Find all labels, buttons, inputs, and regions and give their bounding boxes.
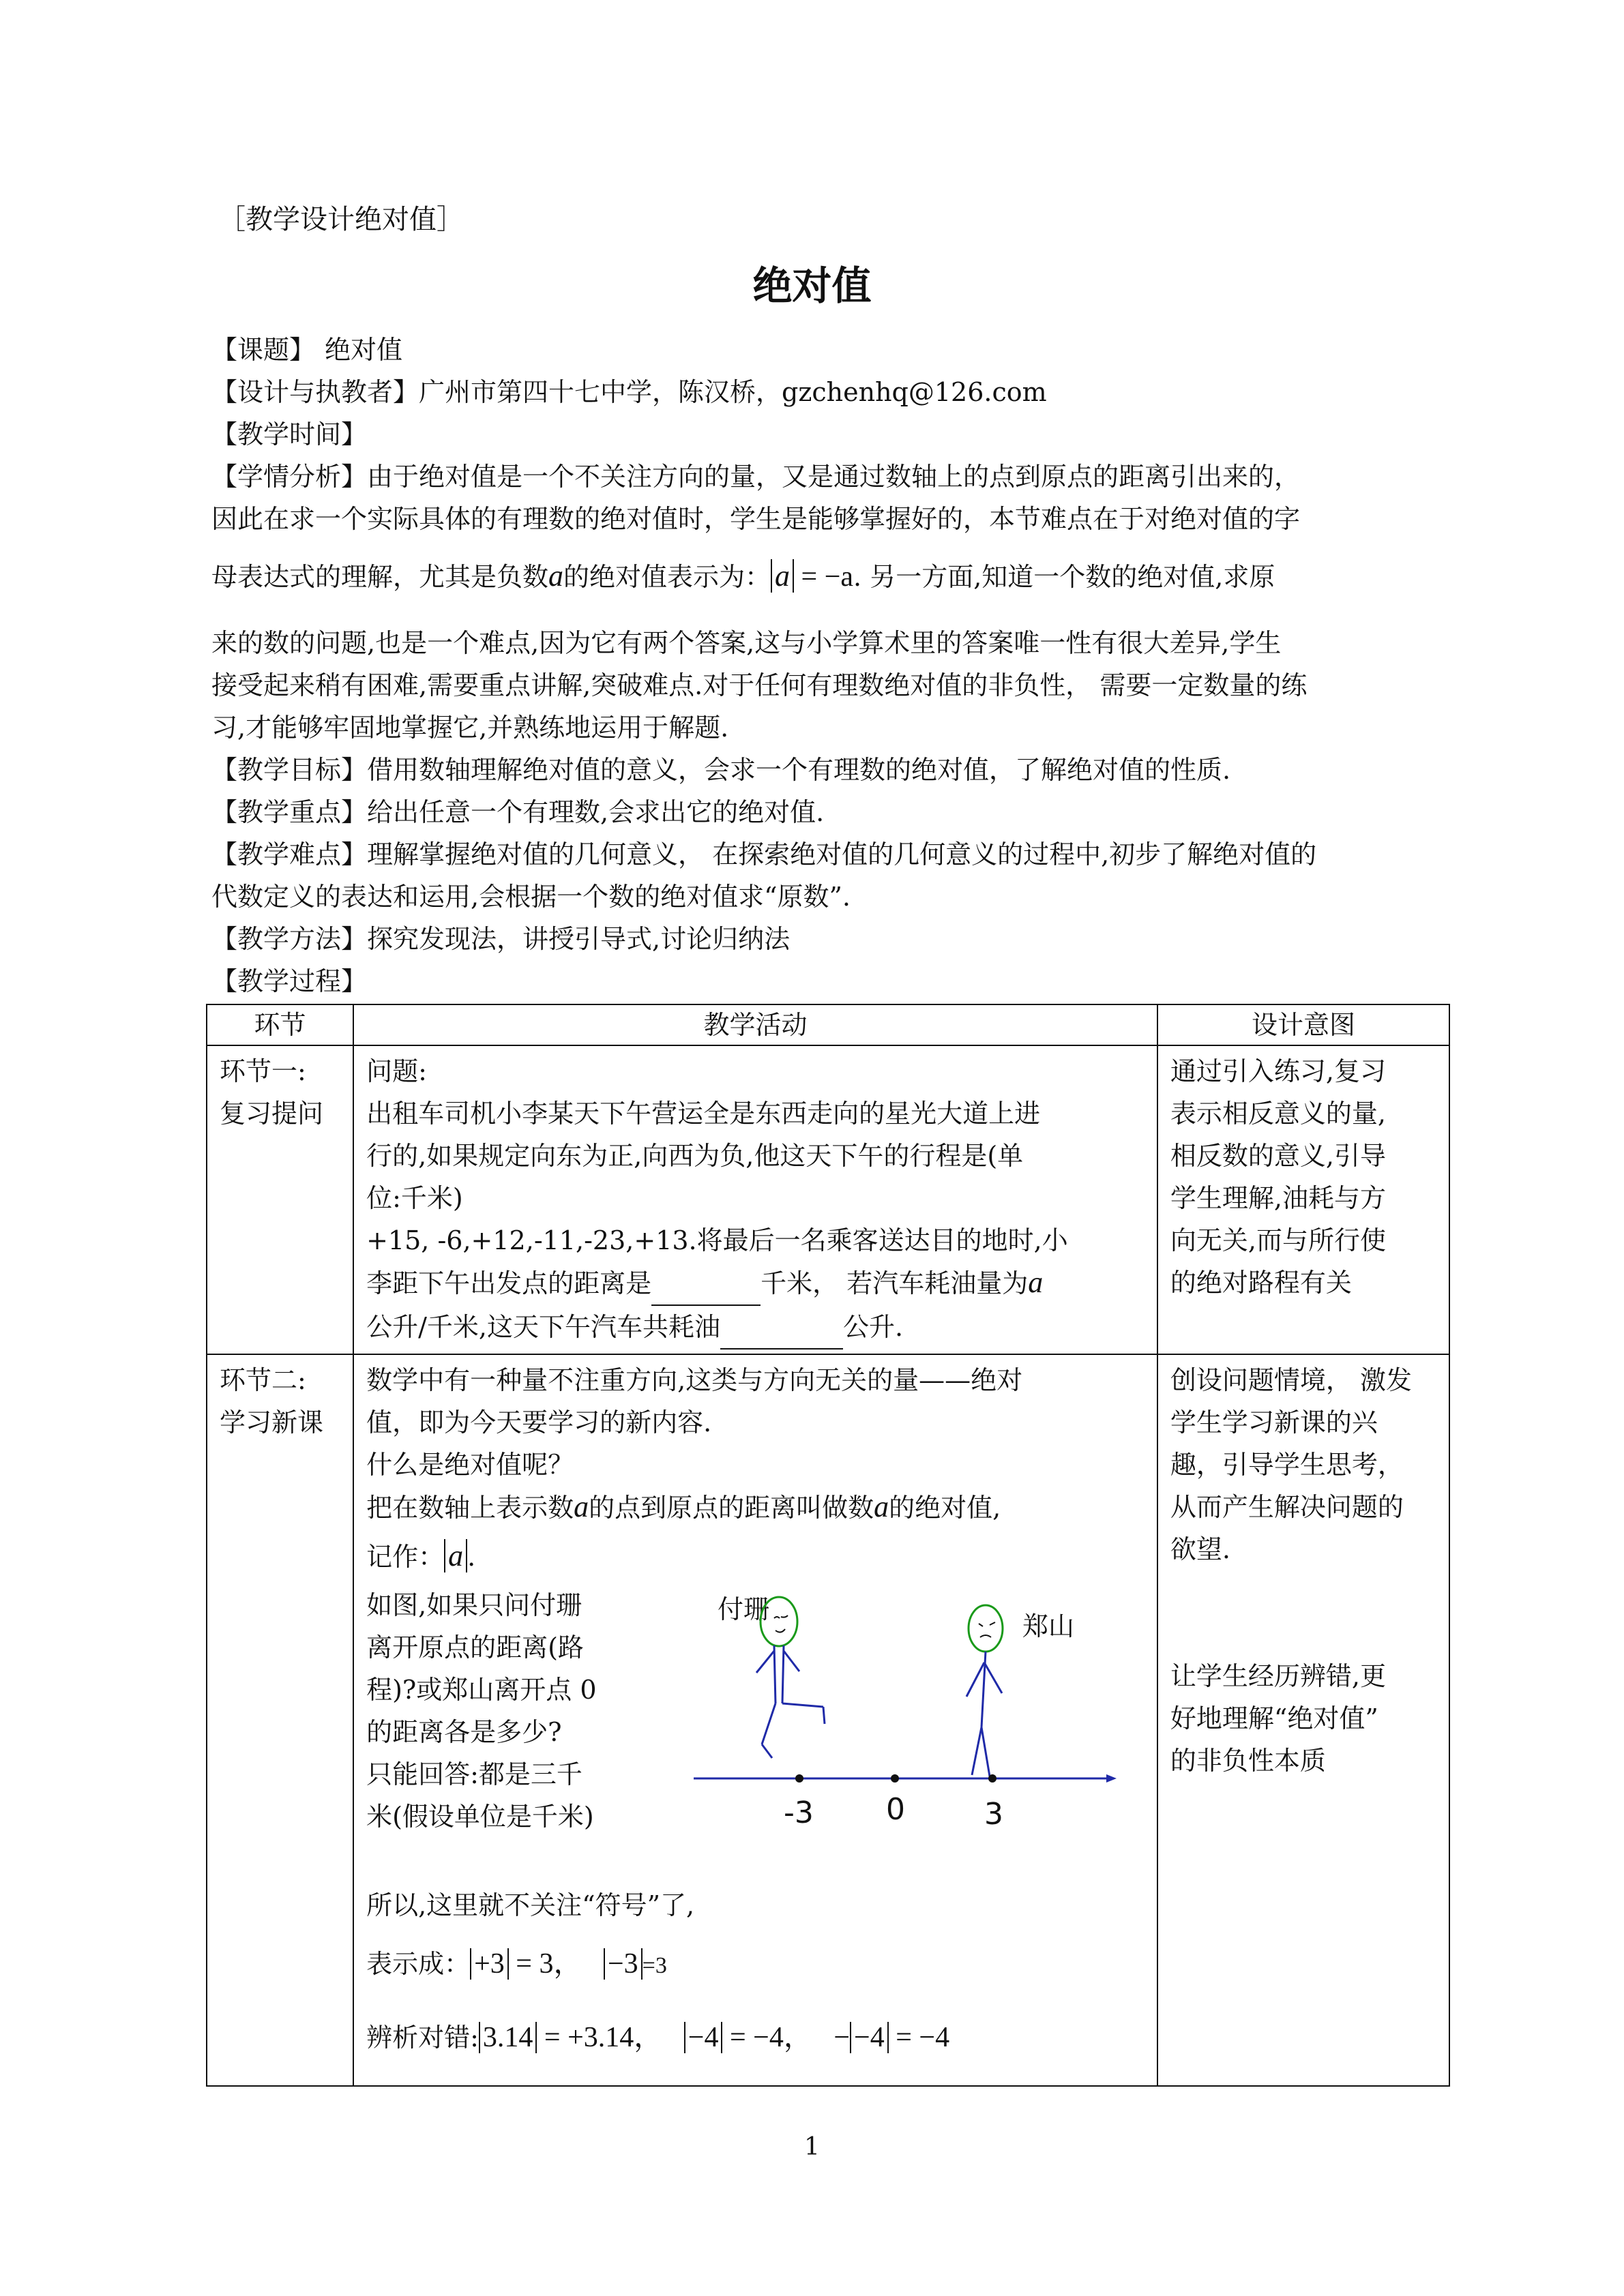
page-number: 1: [804, 2133, 820, 2161]
stick-figure-diagram: [666, 1570, 1144, 1870]
name-label-right: 郑山: [1022, 1611, 1075, 1641]
intent-cell: 通过引入练习,复习 表示相反意义的量, 相反数的意义,引导 学生理解,油耗与方 向无关,而与所行使 的绝对路程有关: [1157, 1045, 1449, 1354]
designer-line: 【设计与执教者】广州市第四十七中学，陈汉桥，gzchenhq@126.com: [211, 377, 1047, 407]
stage-cell: 环节一: 复习提问: [207, 1045, 353, 1354]
abs-formula: a = −a: [771, 561, 853, 593]
process-line: 【教学过程】: [211, 966, 368, 996]
header-intent: 设计意图: [1157, 1004, 1449, 1045]
axis-point-neg3: [795, 1774, 803, 1783]
axis-label-0: 0: [886, 1792, 906, 1827]
document-header: ［教学设计绝对值］: [218, 204, 464, 235]
analysis-line-2: 因此在求一个实际具体的有理数的绝对值时，学生是能够掌握好的，本节难点在于对绝对值的字: [211, 504, 1301, 534]
intent-cell: 创设问题情境， 激发 学生学习新课的兴 趣，引导学生思考， 从而产生解决问题的 欲望. 让学生经历辨错,更 好地理解“绝对值” 的非负性本质: [1157, 1354, 1449, 2086]
table-row: [207, 1354, 1449, 2086]
activity-cell: 问题: 出租车司机小李某天下午营运全是东西走向的星光大道上进 行的,如果规定向东为正,向西为负,他这天下午的行程是(单 位:千米) +15, -6,+12,-11,-23,+13.将最后一名乘客送达目的地时,小 李距下午出发点的距离是 千米， 若汽车耗油量为a 公升/千米,这天下午汽车共耗油 公升.: [353, 1045, 1157, 1354]
method-line: 【教学方法】探究发现法，讲授引导式,讨论归纳法: [211, 924, 791, 954]
axis-label-3: 3: [984, 1797, 1004, 1832]
number-axis: [694, 1774, 1117, 1832]
process-table: [206, 1004, 1450, 2087]
stage-cell: 环节二: 学习新课: [207, 1354, 353, 2086]
header-stage: 环节: [207, 1004, 353, 1045]
table-row: [207, 1045, 1449, 1354]
teaching-time-line: 【教学时间】: [211, 419, 368, 449]
key-point-line: 【教学重点】给出任意一个有理数,会求出它的绝对值.: [211, 797, 825, 827]
standing-figure: [966, 1605, 1003, 1776]
analysis-line-1: 【学情分析】由于绝对值是一个不关注方向的量，又是通过数轴上的点到原点的距离引出来的，: [211, 462, 1301, 492]
topic-line: 【课题】 绝对值: [211, 335, 403, 365]
true-false-line: 辨析对错: 3.14 = +3.14， −4 = −4， − −4 = −4: [366, 2022, 950, 2053]
analysis-line-6: 习,才能够牢固地掌握它,并熟练地运用于解题.: [211, 713, 729, 743]
page-title: 绝对值: [752, 263, 872, 309]
axis-point-0: [891, 1774, 899, 1783]
abs-example-line: 表示成： +3 = 3， −3 =3: [366, 1948, 667, 1980]
number-line-figure: 如图,如果只问付珊 离开原点的距离(路 程)?或郑山离开点 0 的距离各是多少? 只能回答:都是三千 米(假设单位是千米) 付珊 郑山 -3 0 3: [366, 1584, 1145, 1884]
analysis-line-5: 接受起来稍有困难,需要重点讲解,突破难点.对于任何有理数绝对值的非负性， 需要一定数量的练: [211, 670, 1308, 700]
difficulty-line-2: 代数定义的表达和运用,会根据一个数的绝对值求“原数”.: [211, 882, 851, 912]
analysis-line-4: 来的数的问题,也是一个难点,因为它有两个答案,这与小学算术里的答案唯一性有很大差异,学生: [211, 628, 1282, 658]
analysis-line-3: 母表达式的理解，尤其是负数a的绝对值表示为： a = −a. 另一方面,知道一个数的绝对值,求原: [211, 559, 1275, 593]
activity-cell: 数学中有一种量不注重方向,这类与方向无关的量——绝对 值，即为今天要学习的新内容. 什么是绝对值呢？ 把在数轴上表示数a的点到原点的距离叫做数a的绝对值, 记作： a . 如图,如果只问付珊 离开原点的距离(路 程)?或郑山离开点 0 的距离各是多少? 只能回答:都是三千 米(假设单位是千米) 付珊 郑山 -3 0 3 所以,这里就不关注“符号”了, 表示成： +3 = 3， −3 =3 辨析对错: 3.14 = +3.14， −4 = −4， − −4 = −4: [353, 1354, 1157, 2086]
axis-label-neg3: -3: [784, 1795, 814, 1830]
difficulty-line-1: 【教学难点】理解掌握绝对值的几何意义， 在探索绝对值的几何意义的过程中,初步了解绝对值的: [211, 839, 1317, 869]
name-label-left: 付珊: [718, 1594, 770, 1624]
header-activity: 教学活动: [353, 1004, 1157, 1045]
goal-line: 【教学目标】借用数轴理解绝对值的意义，会求一个有理数的绝对值，了解绝对值的性质.: [211, 755, 1231, 785]
table-header-row: [207, 1004, 1449, 1045]
axis-point-3: [988, 1774, 996, 1783]
